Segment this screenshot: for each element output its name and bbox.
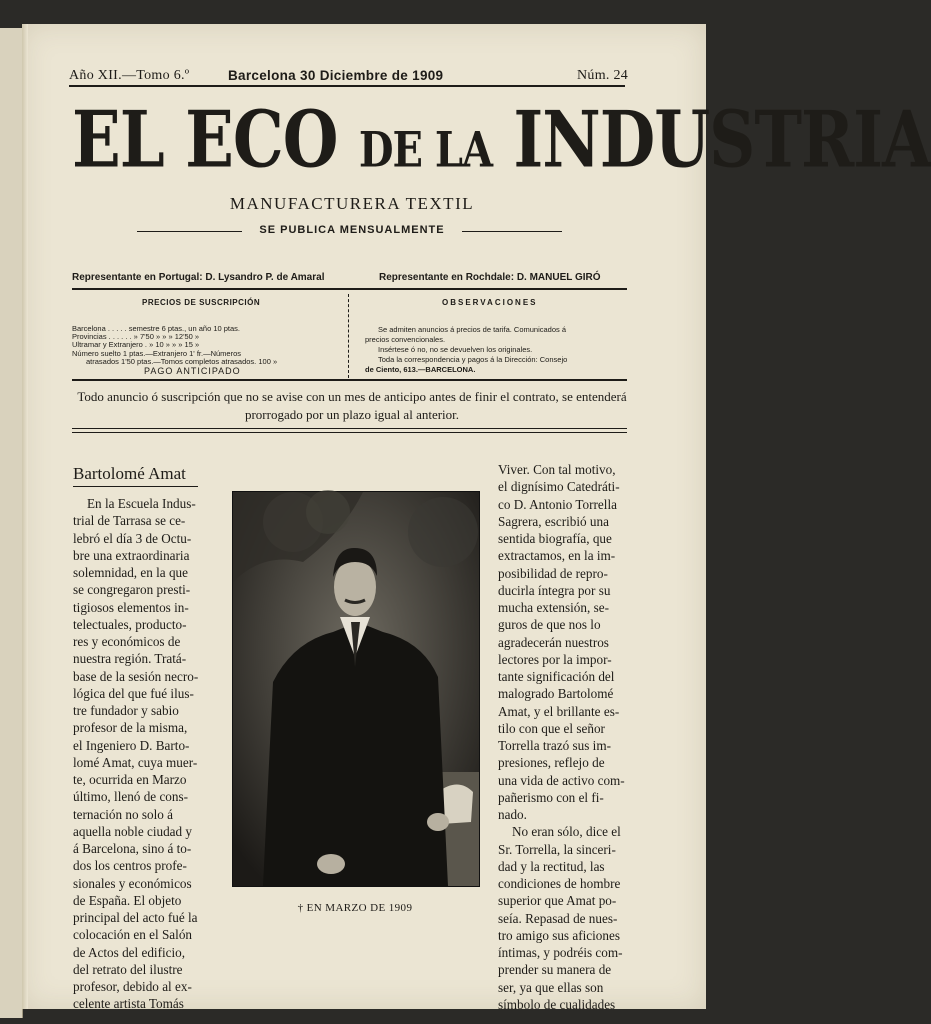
article-line: nado. (498, 807, 527, 822)
article-line: profesor de la misma, (73, 720, 188, 736)
article-line: extractamos, en la im- (498, 548, 616, 564)
article-line: prender su manera de (498, 962, 612, 978)
article-title: Bartolomé Amat (73, 464, 186, 483)
article-line: No eran sólo, dice el (512, 824, 621, 840)
header-rule (69, 85, 625, 87)
info-box-bottom-rule (72, 379, 627, 381)
observation-line: de Ciento, 613.—BARCELONA. (365, 365, 476, 374)
info-box-divider (347, 294, 349, 378)
subscription-row: Provincias . . . . . . » 7'50 » » » 12'50 » (72, 332, 200, 341)
portrait-illustration (233, 492, 479, 886)
article-line: sionales y económicos (73, 875, 192, 891)
article-line: íntimas, y podréis com- (498, 945, 623, 960)
page-fold-shadow (22, 24, 28, 1009)
observation-line: precios convencionales. (365, 335, 446, 344)
article-line: En la Escuela Indus- (87, 496, 196, 511)
notice-rule-1 (72, 428, 627, 429)
article-title-underline (73, 486, 198, 487)
article-line: dad y la rectitud, las (498, 858, 605, 874)
article-line: co D. Antonio Torrella (498, 496, 617, 512)
article-line: se congregaron presti- (73, 582, 191, 598)
masthead-title-part-2: DE LA (358, 121, 493, 179)
article-line: Sr. Torrella, la sinceri- (498, 841, 616, 857)
article-line: bre una extraordinaria (73, 547, 190, 563)
article-line: tante significación del (498, 669, 615, 684)
article-line: ser, ya que ellas son (498, 979, 604, 995)
article-line: nuestra región. Tratá- (73, 651, 187, 667)
article-line: ternación no solo á (73, 806, 173, 822)
article-line: malogrado Bartolomé (498, 686, 614, 702)
article-line: tilo con que el señor (498, 720, 605, 736)
article-line: último, llenó de cons- (73, 789, 189, 805)
article-line: Sagrera, escribió una (498, 513, 609, 529)
masthead-title-part-3: INDUSTRIA (513, 94, 931, 187)
article-right-column (498, 461, 634, 1013)
observation-line: Se admiten anuncios á precios de tarifa. Comunicados á (378, 325, 567, 334)
representative-portugal: Representante en Portugal: D. Lysandro P. de Amaral (72, 272, 325, 283)
article-line: base de la sesión necro- (73, 668, 199, 684)
observations-heading: OBSERVACIONES (442, 298, 538, 307)
article-line: el Ingeniero D. Barto- (73, 737, 190, 753)
article-line: superior que Amat po- (498, 893, 617, 909)
article-line: posibilidad de repro- (498, 565, 608, 581)
photo-caption: † EN MARZO DE 1909 (297, 902, 413, 914)
issue-number: Núm. 24 (577, 68, 629, 83)
article-line: ducirla íntegra por su (498, 582, 611, 598)
subscription-row: Número suelto 1 ptas.—Extranjero 1' fr.—Números (72, 349, 241, 358)
article-line: telectuales, producto- (73, 616, 187, 632)
publication-frequency: SE PUBLICA MENSUALMENTE (259, 224, 445, 236)
observation-line: Insértese ó no, no se devuelven los originales. (378, 345, 533, 354)
subscription-row: atrasados 1'50 ptas.—Tomos completos atrasados. 100 » (86, 357, 278, 366)
article-line: el dignísimo Catedráti- (498, 479, 620, 495)
representative-rochdale: Representante en Rochdale: D. MANUEL GIRÓ (379, 272, 601, 283)
article-line: símbolo de cualidades (498, 996, 616, 1012)
frequency-rule-left (137, 231, 242, 232)
article-line: Amat, y el brillante es- (498, 703, 620, 719)
article-line: de España. El objeto (73, 892, 182, 908)
article-line: aquella noble ciudad y (73, 823, 193, 839)
article-line: trial de Tarrasa se ce- (73, 513, 186, 529)
volume-label: Año XII.—Tomo 6.º (69, 68, 190, 83)
article-left-column (73, 495, 211, 1013)
masthead-title-part-1: EL ECO (72, 94, 338, 187)
article-line: res y económicos de (73, 634, 181, 649)
portrait-photo (232, 491, 480, 887)
article-line: mucha extensión, se- (498, 600, 609, 615)
article-line: tro amigo sus aficiones (498, 927, 620, 943)
previous-page-edge (0, 28, 23, 1018)
subscription-notice: Todo anuncio ó suscripción que no se avise con un mes de anticipo antes de finir el contrato, se entenderá prorrogado por un plazo igual al anterior. (77, 389, 627, 422)
article-line: una vida de activo com- (498, 772, 625, 788)
article-line: á Barcelona, sino á to- (73, 841, 192, 856)
article-line: tre fundador y sabio (73, 703, 179, 718)
frequency-rule-right (462, 231, 562, 232)
article-line: presiones, reflejo de (498, 755, 605, 771)
info-box-top-rule (72, 288, 627, 290)
article-line: Viver. Con tal motivo, (498, 462, 616, 477)
masthead-title (72, 94, 931, 187)
newspaper-page (22, 24, 931, 1012)
issue-date: Barcelona 30 Diciembre de 1909 (228, 68, 444, 83)
article-line: seía. Repasad de nues- (498, 910, 618, 926)
masthead-subtitle: MANUFACTURERA TEXTIL (229, 194, 475, 213)
notice-rule-2 (72, 432, 627, 433)
subscription-heading: PRECIOS DE SUSCRIPCIÓN (142, 298, 261, 307)
article-line: guros de que nos lo (498, 617, 601, 633)
article-line: solemnidad, en la que (73, 565, 188, 580)
article-line: profesor, debido al ex- (73, 979, 192, 994)
observation-line: Toda la correspondencia y pagos á la Dirección: Consejo (378, 355, 568, 364)
subscription-row: Barcelona . . . . . semestre 6 ptas., un año 10 ptas. (72, 324, 241, 333)
subscription-row: Ultramar y Extranjero . » 10 » » » 15 » (72, 340, 200, 349)
article-line: sentida biografía, que (498, 531, 612, 546)
article-line: agradecerán nuestros (498, 634, 609, 650)
article-line: lebró el día 3 de Octu- (73, 530, 192, 546)
article-line: pañerismo con el fi- (498, 789, 604, 805)
article-line: principal del acto fué la (73, 910, 198, 925)
article-line: condiciones de hombre (498, 876, 621, 891)
article-line: lomé Amat, cuya muer- (73, 754, 198, 770)
article-line: dos los centros profe- (73, 858, 187, 874)
article-line: Torrella trazó sus im- (498, 738, 611, 753)
article-line: del retrato del ilustre (73, 961, 183, 977)
payment-terms: PAGO ANTICIPADO (144, 366, 241, 376)
article-line: de Actos del edificio, (73, 944, 186, 960)
article-line: lectores por la impor- (498, 651, 612, 667)
article-line: celente artista Tomás (73, 996, 184, 1012)
article-line: te, ocurrida en Marzo (73, 772, 187, 787)
article-line: colocación en el Salón (73, 927, 193, 943)
article-line: tigiosos elementos in- (73, 599, 189, 615)
article-line: lógica del que fué ilus- (73, 685, 194, 701)
